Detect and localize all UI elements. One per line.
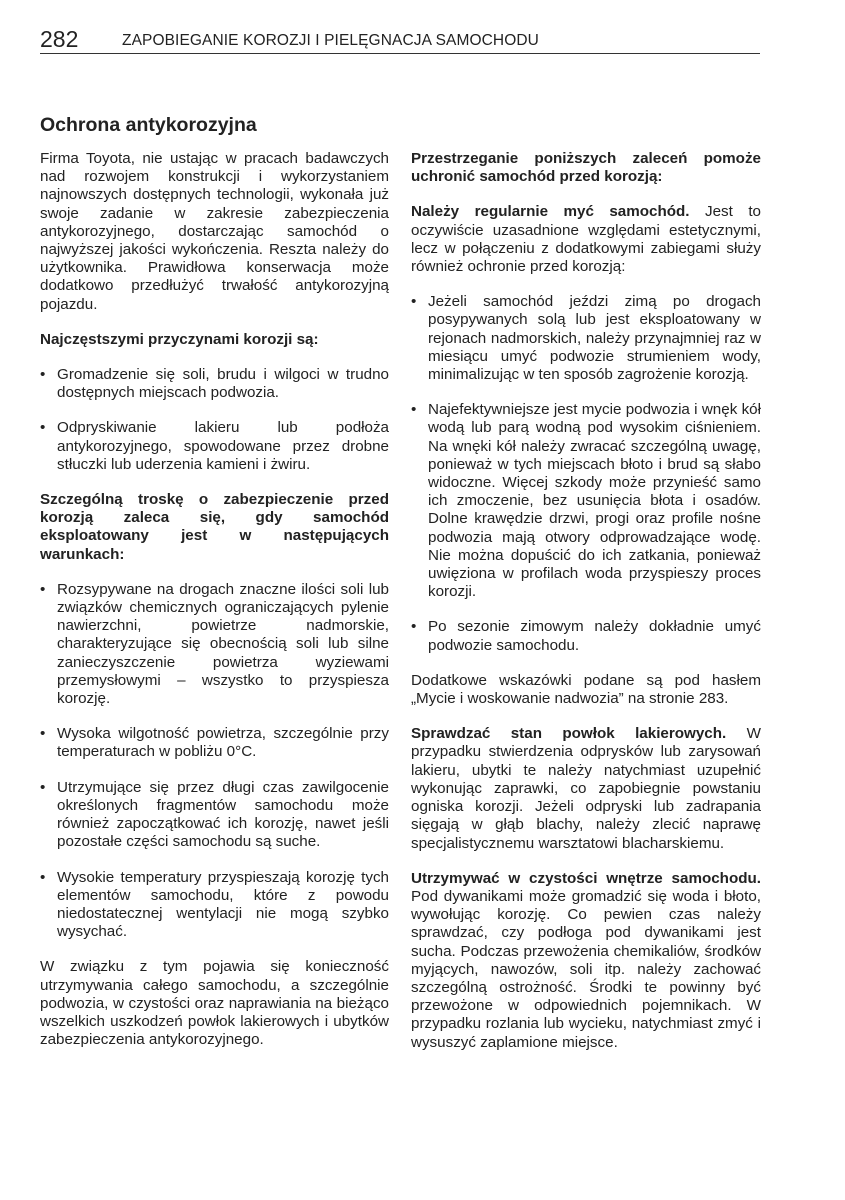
causes-heading: Najczęstszymi przyczynami korozji są: (40, 330, 319, 348)
intro-paragraph: Firma Toyota, nie ustając w pracach badawczych nad rozwojem konstrukcji i wykorzystaniem najnowszych dostępnych technologii, wykonała już swoje zadanie w zakresie zabezpieczenia antykorozyjnego, dostarczając samochód o najwyższej jakości wykończenia. Reszta należy do użytkownika. Prawidłowa konserwacja może dodatkowo przedłużyć trwałość antykorozyjną pojazdu. (40, 150, 389, 313)
list-item: • Najefektywniejsze jest mycie podwozia i wnęk kół wodą lub parą wodną pod wysokim ciśnieniem. Na wnęki kół należy zwracać szczególną uwagę, ponieważ w tych miejscach błoto i brud są słabo widoczne. Więcej szkody może przynieść samo ich zmoczenie, bez usunięcia błota i osadów. Dolne krawędzie drzwi, progi oraz profile nośne podwozia mają otwory odprowadzające wodę. Nie można dopuścić do ich zatkania, ponieważ uwięziona w profilach woda przyspieszy proces korozji. (411, 401, 761, 601)
bullet-icon: • (411, 618, 417, 636)
page-header (40, 27, 760, 54)
wash-lead: Należy regularnie myć samochód. (411, 203, 690, 221)
list-item: • Rozsypywane na drogach znaczne ilości soli lub związków chemicznych ograniczających pylenie nawierzchni, powietrze nadmorskie, charakteryzujące się obecnością soli lub silne zanieczyszczenie powietrza wyziewami przemysłowymi – wszystko to przyspiesza korozję. (40, 580, 389, 708)
bullet-icon: • (40, 580, 46, 598)
closing-paragraph: W związku z tym pojawia się konieczność utrzymywania całego samochodu, a szczególnie podwozia, w czystości oraz naprawiania na bieżąco wszelkich uszkodzeń powłok lakierowych i ubytków zabezpieczenia antykorozyjnego. (40, 958, 389, 1049)
running-title: ZAPOBIEGANIE KOROZJI I PIELĘGNACJA SAMOCHODU (122, 32, 539, 49)
interior-lead: Utrzymywać w czystości wnętrze samochodu. (411, 869, 761, 887)
bullet-icon: • (40, 366, 46, 384)
causes-list (40, 366, 389, 474)
recommendations-heading: Przestrzeganie poniższych zaleceń pomoże uchronić samochód przed korozją: (411, 150, 761, 186)
conditions-list (40, 581, 389, 941)
bullet-icon: • (40, 868, 46, 886)
wash-list (411, 293, 761, 655)
paint-lead: Sprawdzać stan powłok lakierowych. (411, 725, 727, 743)
list-item: • Wysokie temperatury przyspieszają korozję tych elementów samochodu, które z powodu niedostatecznej wentylacji nie mogą szybko wysychać. (40, 868, 389, 941)
list-item: • Jeżeli samochód jeździ zimą po drogach posypywanych solą lub jest eksploatowany w rejonach nadmorskich, należy przynajmniej raz w miesiącu umyć podwozie strumieniem wody, minimalizując w ten sposób zagrożenie korozją. (411, 293, 761, 384)
bullet-icon: • (40, 778, 46, 796)
list-item: • Wysoka wilgotność powietrza, szczególnie przy temperaturach w pobliżu 0°C. (40, 725, 389, 761)
list-item: • Po sezonie zimowym należy dokładnie umyć podwozie samochodu. (411, 618, 761, 654)
bullet-icon: • (411, 401, 417, 419)
page-number: 282 (40, 26, 79, 52)
right-column (411, 150, 761, 1069)
bullet-icon: • (40, 419, 46, 437)
care-heading: Szczególną troskę o zabezpieczenie przed korozją zaleca się, gdy samochód eksploatowany jest w następujących warunkach: (40, 491, 389, 563)
list-item: • Odpryskiwanie lakieru lub podłoża antykorozyjnego, spowodowane przez drobne stłuczki lub uderzenia kamieni i żwiru. (40, 419, 389, 473)
list-item: • Utrzymujące się przez długi czas zawilgocenie określonych fragmentów samochodu może również zapoczątkować ich korozję, nawet jeśli pozostałe części samochodu są suche. (40, 778, 389, 851)
interior-paragraph: Utrzymywać w czystości wnętrze samochodu. Pod dywanikami może gromadzić się woda i błoto, wywołując korozję. Co pewien czas należy sprawdzać, czy podłoga pod dywanikami jest sucha. Podczas przewożenia chemikaliów, środków myjących, nawozów, soli itp. należy zachować szczególną ostrożność. Środki te powinny być przewożone w odpowiednich pojemnikach. W przypadku rozlania lub wycieku, natychmiast zmyć i wysuszyć zaplamione miejsce. (411, 869, 761, 1051)
extra-tips-paragraph: Dodatkowe wskazówki podane są pod hasłem „Mycie i woskowanie nadwozia” na stronie 283. (411, 671, 761, 708)
section-title: Ochrona antykorozyjna (40, 114, 257, 136)
left-column (40, 150, 389, 1066)
bullet-icon: • (411, 293, 417, 311)
bullet-icon: • (40, 725, 46, 743)
paint-paragraph: Sprawdzać stan powłok lakierowych. W przypadku stwierdzenia odprysków lub zarysowań lakieru, ubytki te należy natychmiast uzupełnić wykonując zaprawki, co zapobiegnie powstaniu ogniska korozji. Jeżeli odpryski lub zadrapania sięgają w głąb blachy, należy zlecić naprawę specjalistycznemu warsztatowi blacharskiemu. (411, 725, 761, 852)
wash-paragraph: Należy regularnie myć samochód. Jest to oczywiście uzasadnione względami estetycznymi, lecz w połączeniu z dodatkowymi zabiegami służy również ochronie przed korozją: (411, 203, 761, 276)
list-item: • Gromadzenie się soli, brudu i wilgoci w trudno dostępnych miejscach podwozia. (40, 366, 389, 402)
